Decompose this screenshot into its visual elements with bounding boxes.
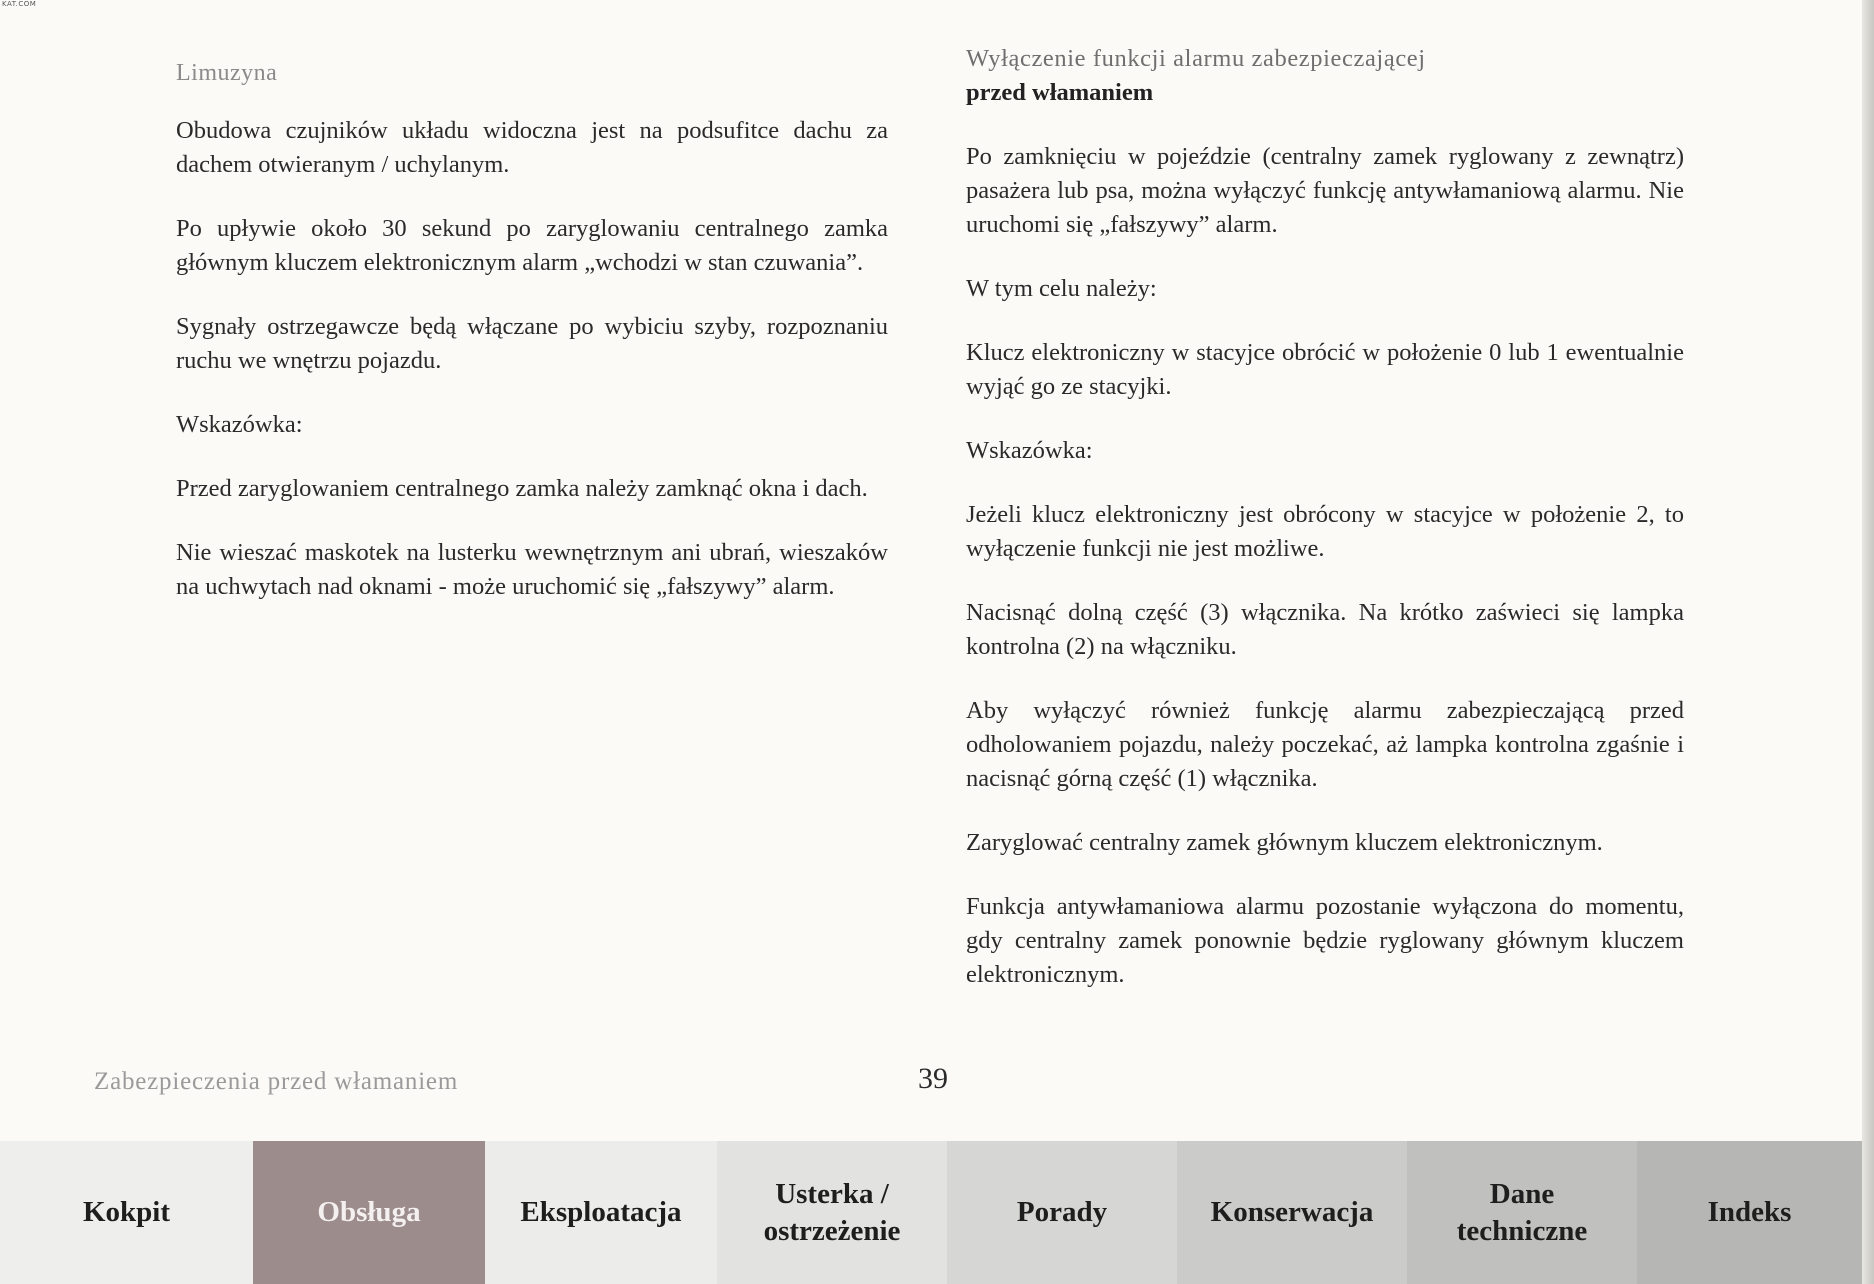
paragraph: Sygnały ostrzegawcze będą włączane po wybiciu szyby, rozpoznaniu ruchu we wnętrzu pojazdu. — [176, 313, 888, 374]
tab-label-line-2: ostrzeżenie — [763, 1214, 901, 1247]
tab-label: Porady — [1016, 1196, 1108, 1228]
tab-indeks[interactable] — [1637, 1141, 1862, 1284]
page-number: 39 — [918, 1062, 948, 1095]
left-column — [176, 56, 888, 634]
chapter-tab-bar — [0, 1141, 1862, 1284]
scanner-mark: KAT.COM — [2, 0, 37, 8]
tab-label: Indeks — [1707, 1196, 1792, 1228]
tab-label-line-1: Usterka / — [775, 1177, 889, 1210]
paragraph: Aby wyłączyć również funkcję alarmu zabezpieczającą przed odholowaniem pojazdu, należy poczekać, aż lampka kontrolna zgaśnie i nacisnąć górną część (1) włącznika. — [966, 697, 1684, 792]
paragraph: Po zamknięciu w pojeździe (centralny zamek ryglowany z zewnątrz) pasażera lub psa, można wyłączyć funkcję antywłamaniową alarmu. Nie uruchomi się „fałszywy” alarm. — [966, 143, 1684, 238]
paragraph: W tym celu należy: — [966, 275, 1157, 302]
tab-dane-techniczne[interactable] — [1407, 1141, 1637, 1284]
paragraph: Jeżeli klucz elektroniczny jest obrócony w stacyjce w położenie 2, to wyłączenie funkcji nie jest możliwe. — [966, 501, 1684, 562]
tab-label-line-1: Dane — [1489, 1177, 1555, 1210]
tab-label: Obsługa — [317, 1196, 421, 1228]
paragraph: Po upływie około 30 sekund po zaryglowaniu centralnego zamka głównym kluczem elektronicznym alarm „wchodzi w stan czuwania”. — [176, 215, 888, 276]
paragraph: Klucz elektroniczny w stacyjce obrócić w położenie 0 lub 1 ewentualnie wyjąć go ze stacyjki. — [966, 339, 1684, 400]
tab-kokpit[interactable] — [0, 1141, 253, 1284]
section-heading — [966, 42, 1684, 110]
right-column — [966, 42, 1684, 1022]
heading-line-1: Wyłączenie funkcji alarmu zabezpieczającej — [966, 45, 1426, 72]
page-edge-shadow — [1862, 0, 1874, 1284]
note-label: Wskazówka: — [176, 411, 303, 438]
tab-label: Eksploatacja — [520, 1196, 682, 1228]
section-label: Limuzyna — [176, 60, 278, 86]
tab-porady[interactable] — [947, 1141, 1177, 1284]
tab-usterka-ostrzezenie[interactable] — [717, 1141, 947, 1284]
paragraph: Nie wieszać maskotek na lusterku wewnętrznym ani ubrań, wieszaków na uchwytach nad oknami - może uruchomić się „fałszywy” alarm. — [176, 539, 888, 600]
paragraph: Zaryglować centralny zamek głównym kluczem elektronicznym. — [966, 829, 1603, 856]
paragraph: Obudowa czujników układu widoczna jest na podsufitce dachu za dachem otwieranym / uchylanym. — [176, 117, 888, 178]
footer-section-title: Zabezpieczenia przed włamaniem — [94, 1068, 459, 1095]
heading-line-2: przed włamaniem — [966, 79, 1154, 106]
paragraph: Funkcja antywłamaniowa alarmu pozostanie wyłączona do momentu, gdy centralny zamek ponownie będzie ryglowany głównym kluczem elektronicznym. — [966, 893, 1684, 988]
tab-label: Kokpit — [82, 1196, 171, 1228]
note-label: Wskazówka: — [966, 437, 1093, 464]
tab-label-line-2: techniczne — [1456, 1214, 1588, 1247]
tab-obsluga-active[interactable] — [253, 1141, 485, 1284]
paragraph: Nacisnąć dolną część (3) włącznika. Na krótko zaświeci się lampka kontrolna (2) na włączniku. — [966, 599, 1684, 660]
paragraph: Przed zaryglowaniem centralnego zamka należy zamknąć okna i dach. — [176, 475, 868, 502]
tab-konserwacja[interactable] — [1177, 1141, 1407, 1284]
tab-eksploatacja[interactable] — [485, 1141, 717, 1284]
tab-label: Konserwacja — [1210, 1196, 1374, 1228]
